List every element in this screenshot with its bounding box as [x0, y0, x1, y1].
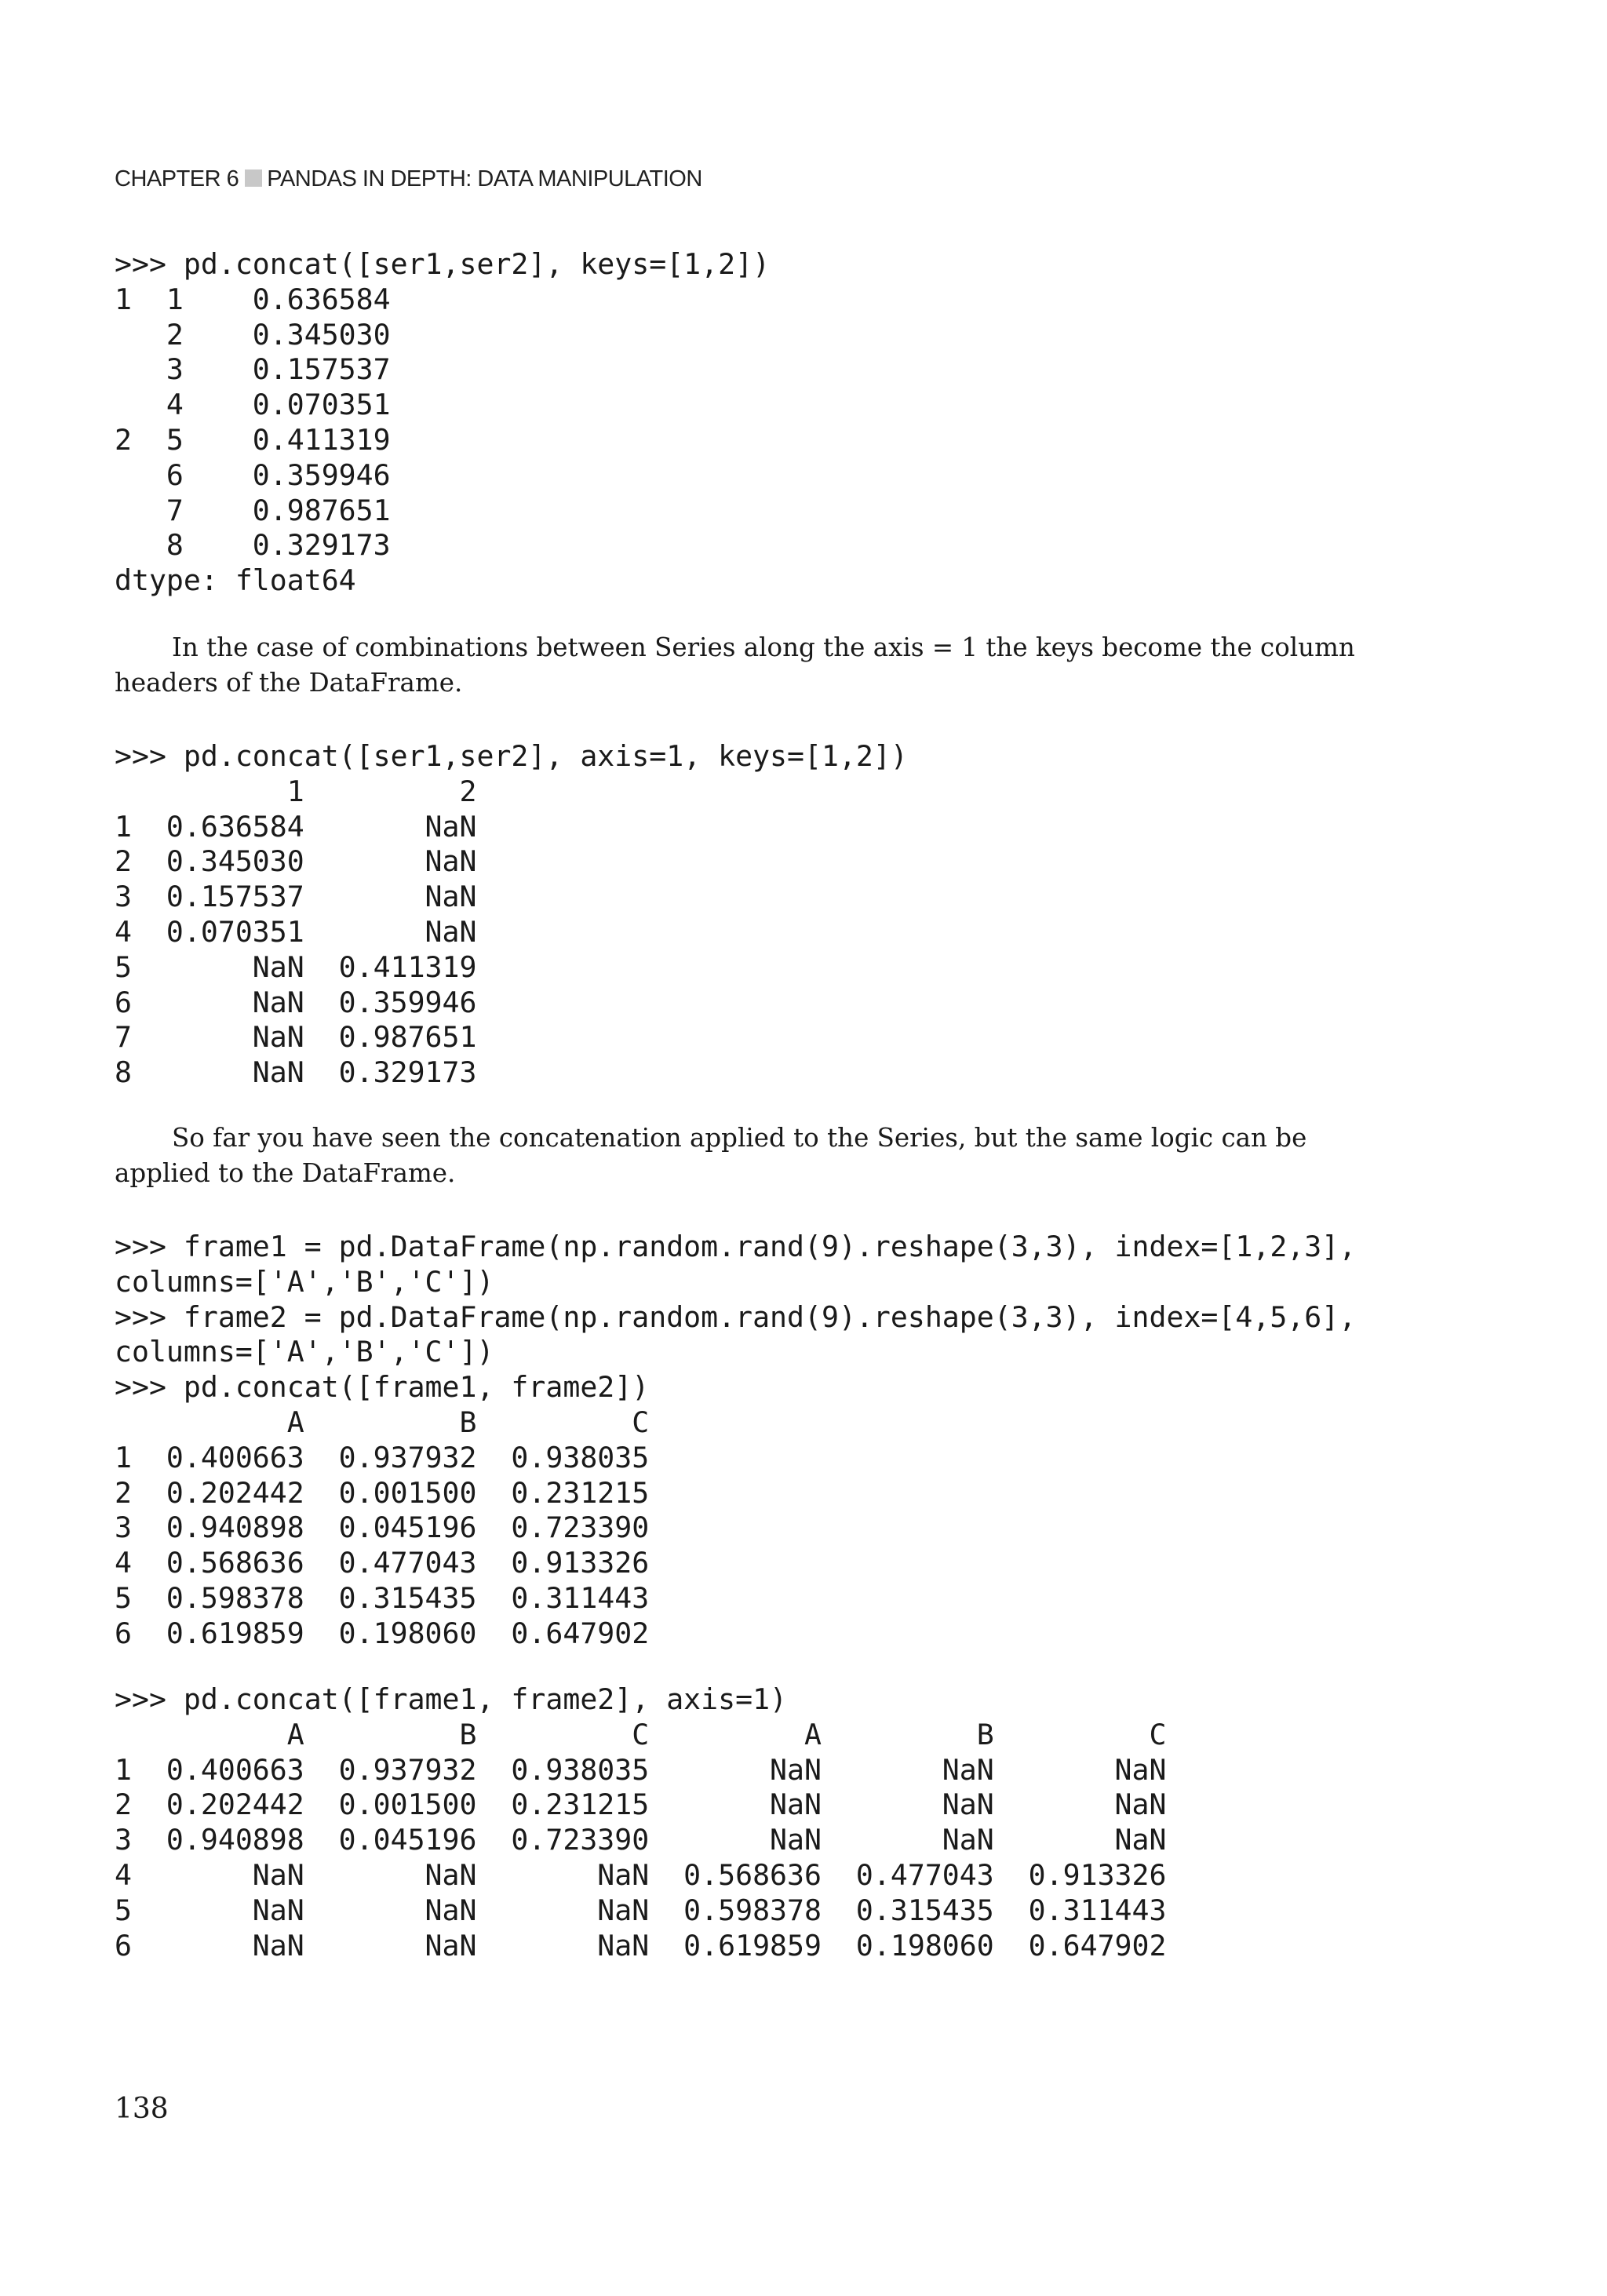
code-block-dataframe-concat: >>> frame1 = pd.DataFrame(np.random.rand(9).reshape(3,3), index=[1,2,3], columns=['A','B','C']) >>> frame2 = pd.DataFrame(np.random.rand(9).reshape(3,3), index=[4,5,6], columns=['A','B','C']) >>> pd.concat([frame1, frame2]) A B C 1 0.400663 0.937932 0.938035 2 0.202442 0.001500 0.231215 3 0.940898 0.045196 0.723390 4 0.568636 0.477043 0.913326 5 0.598378 0.315435 0.311443 6 0.619859 0.198060 0.647902 — [115, 1230, 1357, 1650]
chapter-title: PANDAS IN DEPTH: DATA MANIPULATION — [267, 166, 702, 191]
paragraph-dataframe-concat: So far you have seen the concatenation applied to the Series, but the same logic can be applied to the DataFrame. — [115, 1123, 1307, 1188]
code-block-dataframe-concat-axis1: >>> pd.concat([frame1, frame2], axis=1) A B C A B C 1 0.400663 0.937932 0.938035 NaN NaN NaN 2 0.202442 0.001500 0.231215 NaN NaN NaN 3 0.940898 0.045196 0.723390 NaN NaN NaN 4 NaN NaN NaN 0.568636 0.477043 0.913326 5 NaN NaN NaN 0.598378 0.315435 0.311443 6 NaN NaN NaN 0.619859 0.198060 0.647902 — [115, 1682, 1167, 1963]
chapter-label: CHAPTER 6 — [115, 166, 239, 191]
code-block-series-concat-axis1: >>> pd.concat([ser1,ser2], axis=1, keys=[1,2]) 1 2 1 0.636584 NaN 2 0.345030 NaN 3 0.157537 NaN 4 0.070351 NaN 5 NaN 0.411319 6 NaN 0.359946 7 NaN 0.987651 8 NaN 0.329173 — [115, 739, 908, 1090]
separator-square-icon — [245, 169, 262, 187]
page-number: 138 — [115, 2093, 169, 2125]
code-block-series-concat-keys: >>> pd.concat([ser1,ser2], keys=[1,2]) 1 1 0.636584 2 0.345030 3 0.157537 4 0.070351 2 5 0.411319 6 0.359946 7 0.987651 8 0.329173 dtype: float64 — [115, 247, 771, 598]
running-head — [115, 166, 702, 192]
paragraph-axis-keys: In the case of combinations between Series along the axis = 1 the keys become the column headers of the DataFrame. — [115, 632, 1355, 698]
